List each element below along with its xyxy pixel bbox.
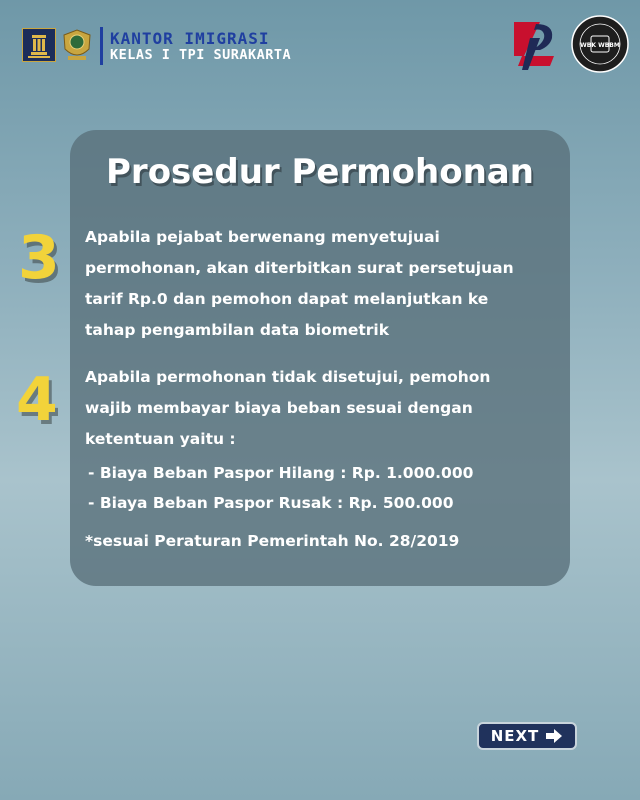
step-number-4: 4	[16, 365, 58, 435]
zona-integritas-logo-icon	[510, 16, 558, 72]
office-class: KELAS I TPI SURAKARTA	[110, 47, 292, 63]
step-4-text	[85, 362, 565, 455]
next-button-label: NEXT	[490, 727, 540, 745]
imigrasi-emblem-icon	[60, 27, 94, 63]
step-3-line-1: Apabila pejabat berwenang menyetujuai	[85, 228, 440, 246]
page-title: Prosedur Permohonan	[106, 152, 534, 192]
office-name: KANTOR IMIGRASI	[110, 29, 270, 48]
step-3-line-3: tarif Rp.0 dan pemohon dapat melanjutkan ke	[85, 290, 489, 308]
step-3-text	[85, 222, 565, 346]
arrow-right-icon	[545, 729, 563, 743]
wbk-badge-text: WBK WBBM	[580, 42, 620, 49]
header-divider	[100, 27, 103, 65]
step-number-3: 3	[18, 223, 60, 293]
step-3-line-2: permohonan, akan diterbitkan surat persetujuan	[85, 259, 514, 277]
fee-item-damaged-passport: - Biaya Beban Paspor Rusak : Rp. 500.000	[88, 494, 454, 512]
regulation-note: *sesuai Peraturan Pemerintah No. 28/2019	[85, 532, 460, 550]
header	[0, 0, 640, 90]
fee-item-lost-passport: - Biaya Beban Paspor Hilang : Rp. 1.000.000	[88, 464, 474, 482]
step-4-line-2: wajib membayar biaya beban sesuai dengan	[85, 399, 473, 417]
fee-list	[88, 458, 473, 518]
step-3-line-4: tahap pengambilan data biometrik	[85, 321, 390, 339]
kemenkumham-logo-icon	[22, 28, 56, 62]
step-4-line-1: Apabila permohonan tidak disetujui, pemohon	[85, 368, 491, 386]
step-4-line-3: ketentuan yaitu :	[85, 430, 236, 448]
next-button[interactable]	[477, 722, 577, 750]
wbk-wbbm-badge-icon	[570, 14, 630, 74]
